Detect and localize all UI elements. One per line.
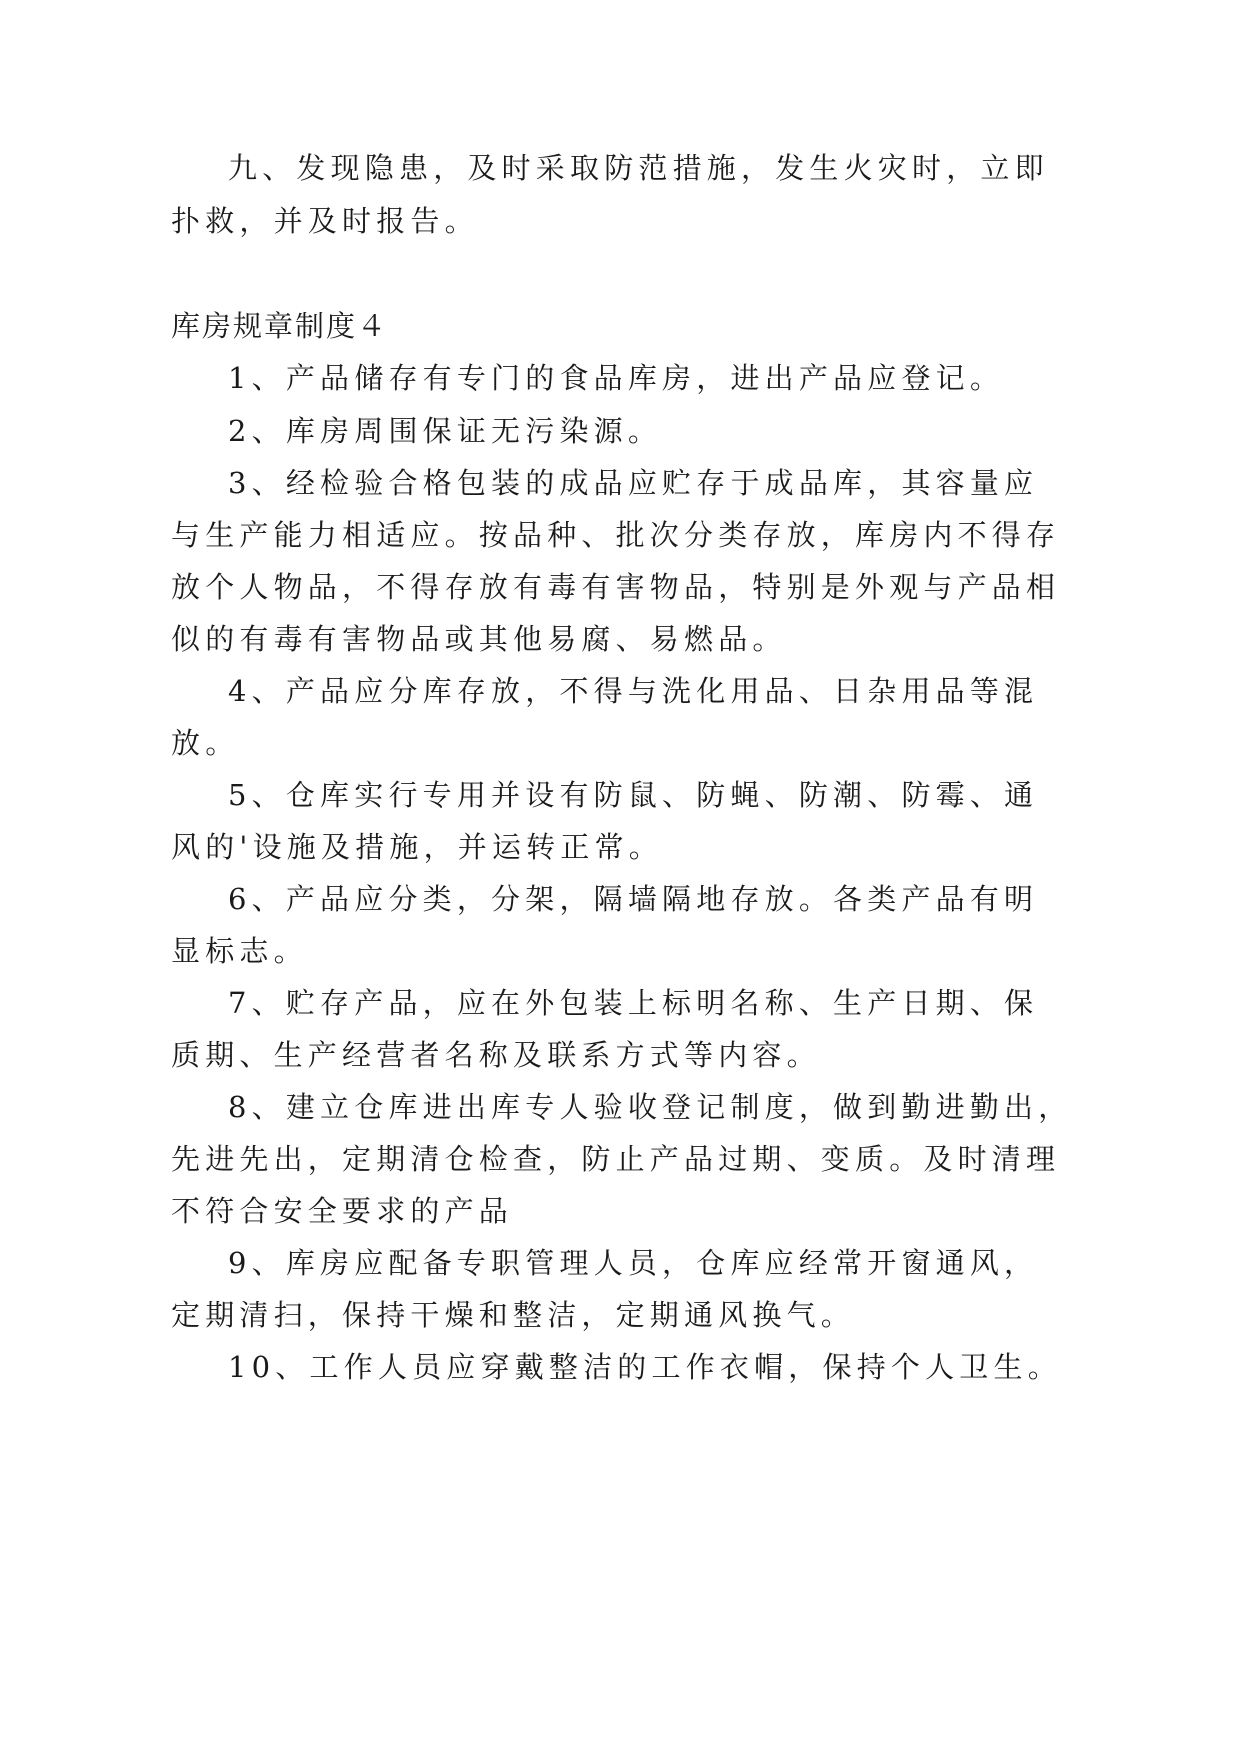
item-3-line-3: 放个人物品，不得存放有毒有害物品，特别是外观与产品相 xyxy=(171,570,1061,604)
item-9-line-2: 定期清扫，保持干燥和整洁，定期通风换气。 xyxy=(171,1298,856,1332)
item-4-line-2: 放。 xyxy=(171,726,240,760)
item-5-line-1: 5、仓库实行专用并设有防鼠、防蝇、防潮、防霉、通 xyxy=(228,778,1039,812)
item-9-line-1: 9、库房应配备专职管理人员，仓库应经常开窗通风， xyxy=(228,1246,1039,1280)
section-title: 库房规章制度４ xyxy=(171,309,389,343)
item-6-line-2: 显标志。 xyxy=(171,934,308,968)
item-10-line-1: 10、工作人员应穿戴整洁的工作衣帽，保持个人卫生。 xyxy=(228,1350,1062,1384)
item-8-line-2: 先进先出，定期清仓检查，防止产品过期、变质。及时清理 xyxy=(171,1142,1061,1176)
item-5-line-2: 风的'设施及措施，并运转正常。 xyxy=(171,830,663,864)
item-2-line-1: 2、库房周围保证无污染源。 xyxy=(228,414,663,448)
item-7-line-2: 质期、生产经营者名称及联系方式等内容。 xyxy=(171,1038,821,1072)
item-6-line-1: 6、产品应分类，分架，隔墙隔地存放。各类产品有明 xyxy=(228,882,1039,916)
intro-paragraph-line-1: 九、发现隐患，及时采取防范措施，发生火灾时，立即 xyxy=(228,151,1049,185)
item-3-line-2: 与生产能力相适应。按品种、批次分类存放，库房内不得存 xyxy=(171,518,1061,552)
item-8-line-3: 不符合安全要求的产品 xyxy=(171,1194,514,1228)
item-3-line-1: 3、经检验合格包装的成品应贮存于成品库，其容量应 xyxy=(228,466,1039,500)
item-1-line-1: 1、产品储存有专门的食品库房，进出产品应登记。 xyxy=(228,361,1005,395)
item-8-line-1: 8、建立仓库进出库专人验收登记制度，做到勤进勤出， xyxy=(228,1090,1073,1124)
intro-paragraph-line-2: 扑救，并及时报告。 xyxy=(171,204,479,238)
item-4-line-1: 4、产品应分库存放，不得与洗化用品、日杂用品等混 xyxy=(228,674,1039,708)
item-7-line-1: 7、贮存产品，应在外包装上标明名称、生产日期、保 xyxy=(228,986,1039,1020)
item-3-line-4: 似的有毒有害物品或其他易腐、易燃品。 xyxy=(171,622,787,656)
